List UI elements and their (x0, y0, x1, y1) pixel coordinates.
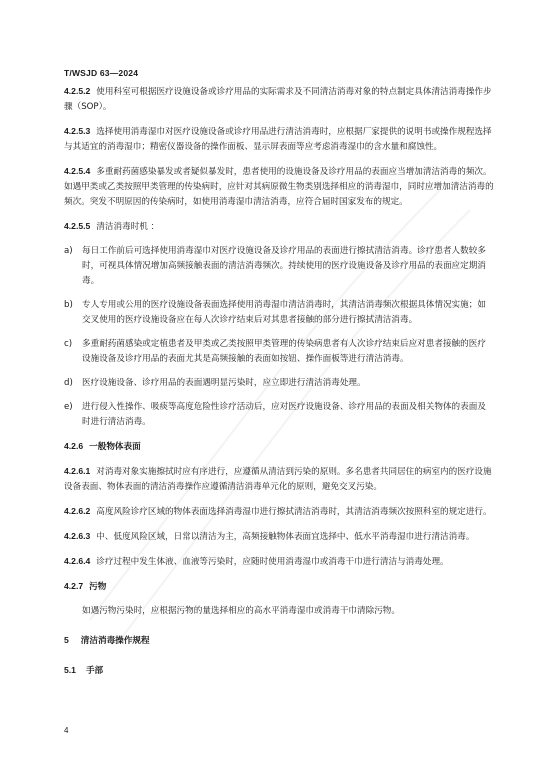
list-item-c (64, 337, 494, 367)
section-number: 5.1 (64, 665, 76, 675)
list-label: e) (64, 402, 73, 412)
clause-number: 4.2.6.2 (64, 506, 91, 516)
section-title: 手部 (85, 666, 104, 676)
clause-text: 多重耐药菌感染暴发或者疑似暴发时，患者使用的设施设备及诊疗用品的表面应当增加清洁消毒的频次。如遇甲类或乙类按照甲类管理的传染病时，应针对其病原微生物类别选择相应的消毒湿巾，同时应增加清洁消毒的频次。突发不明原因的传染病时，如使用消毒湿巾清洁消毒，应符合届时国家发布的规定。 (64, 167, 494, 207)
section-heading-4-2-7 (64, 579, 494, 595)
clause-text: 中、低度风险区域，日常以清洁为主，高频接触物体表面宜选择中、低水平消毒湿巾进行清洁消毒。 (96, 532, 475, 542)
list-item-e (64, 400, 494, 430)
section-number: 4.2.7 (64, 581, 84, 591)
clause-number: 4.2.5.5 (64, 221, 91, 231)
list-item-d (64, 376, 494, 391)
clause-4-2-5-2 (64, 84, 494, 115)
section-title: 一般物体表面 (89, 442, 141, 452)
clause-number: 4.2.6.1 (64, 466, 91, 476)
clause-text: 选择使用消毒湿巾对医疗设施设备或诊疗用品进行清洁消毒时，应根据厂家提供的说明书或操作规程选择与其适宜的消毒湿巾；精密仪器设备的操作面板、显示屏表面等应考虑消毒湿巾的含水量和腐蚀性。 (64, 127, 492, 152)
clause-text: 清洁消毒时机 ： (96, 222, 160, 232)
list-label: a) (64, 246, 73, 256)
clause-4-2-5-3 (64, 124, 494, 155)
clause-text: 对消毒对象实施擦拭时应有序进行，应遵循从清洁到污染的原则。多名患者共同居住的病室内的医疗设施设备表面、物体表面的清洁消毒操作应遵循清洁消毒单元化的原则，避免交叉污染。 (64, 467, 492, 492)
clause-4-2-5-4 (64, 164, 494, 210)
list-item-a (64, 244, 494, 289)
clause-text: 使用科室可根据医疗设施设备或诊疗用品的实际需求及不同清洁消毒对象的特点制定具体清洁消毒操作步骤（SOP）。 (64, 87, 492, 112)
section-heading-5-1 (64, 663, 494, 679)
list-label: c) (64, 339, 73, 349)
page-number: 4 (64, 726, 69, 735)
clause-text: 高度风险诊疗区域的物体表面选择消毒湿巾进行擦拭清洁消毒时，其清洁消毒频次按照科室的规定进行。 (96, 507, 492, 517)
clause-4-2-6-2 (64, 504, 494, 520)
clause-number: 4.2.5.2 (64, 86, 91, 96)
clause-number: 4.2.6.4 (64, 556, 91, 566)
chapter-number: 5 (64, 635, 69, 645)
clause-4-2-6-4 (64, 554, 494, 570)
paragraph-text: 如遇污物污染时，应根据污物的量选择相应的高水平消毒湿巾或消毒干巾清除污物。 (82, 606, 400, 616)
clause-4-2-6-3 (64, 529, 494, 545)
chapter-heading-5 (64, 633, 494, 649)
paragraph-dirt (64, 604, 494, 619)
clause-number: 4.2.5.4 (64, 166, 91, 176)
clause-number: 4.2.6.3 (64, 531, 91, 541)
chapter-title: 清洁消毒操作规程 (80, 636, 150, 646)
list-text: 医疗设施设备、诊疗用品的表面遇明显污染时，应立即进行清洁消毒处理。 (82, 378, 366, 388)
section-title: 污物 (89, 582, 107, 592)
clause-text: 诊疗过程中发生体液、血液等污染时，应随时使用消毒湿巾或消毒干巾进行清洁与消毒处理。 (96, 557, 449, 567)
list-label: d) (64, 378, 73, 388)
section-heading-4-2-6 (64, 439, 494, 455)
list-text: 多重耐药菌感染或定植患者及甲类或乙类按照甲类管理的传染病患者有人次诊疗结束后应对患者接触的医疗设施设备及诊疗用品的表面尤其是高频接触的表面如按钮、操作面板等进行清洁消毒。 (82, 339, 486, 364)
clause-4-2-5-5 (64, 219, 494, 235)
list-label: b) (64, 300, 73, 310)
list-text: 进行侵入性操作、吸痰等高度危险性诊疗活动后，应对医疗设施设备、诊疗用品的表面及相关物体的表面及时进行清洁消毒。 (82, 402, 486, 427)
document-code-header: T/WSJD 63—2024 (64, 68, 139, 78)
section-number: 4.2.6 (64, 441, 84, 451)
clause-4-2-6-1 (64, 464, 494, 495)
list-item-b (64, 298, 494, 328)
clause-number: 4.2.5.3 (64, 126, 91, 136)
list-text: 每日工作前后可选择使用消毒湿巾对医疗设施设备及诊疗用品的表面进行擦拭清洁消毒。诊疗患者人数较多时，可视具体情况增加高频接触表面的清洁消毒频次。持续使用的医疗设施设备及诊疗用品的表面应定期消毒。 (82, 246, 486, 286)
list-text: 专人专用或公用的医疗设施设备表面选择使用消毒湿巾清洁消毒时，其清洁消毒频次根据具体情况实施；如交叉使用的医疗设施设备应在每人次诊疗结束后对其患者接触的部分进行擦拭清洁消毒。 (82, 300, 486, 325)
document-body (64, 84, 494, 679)
